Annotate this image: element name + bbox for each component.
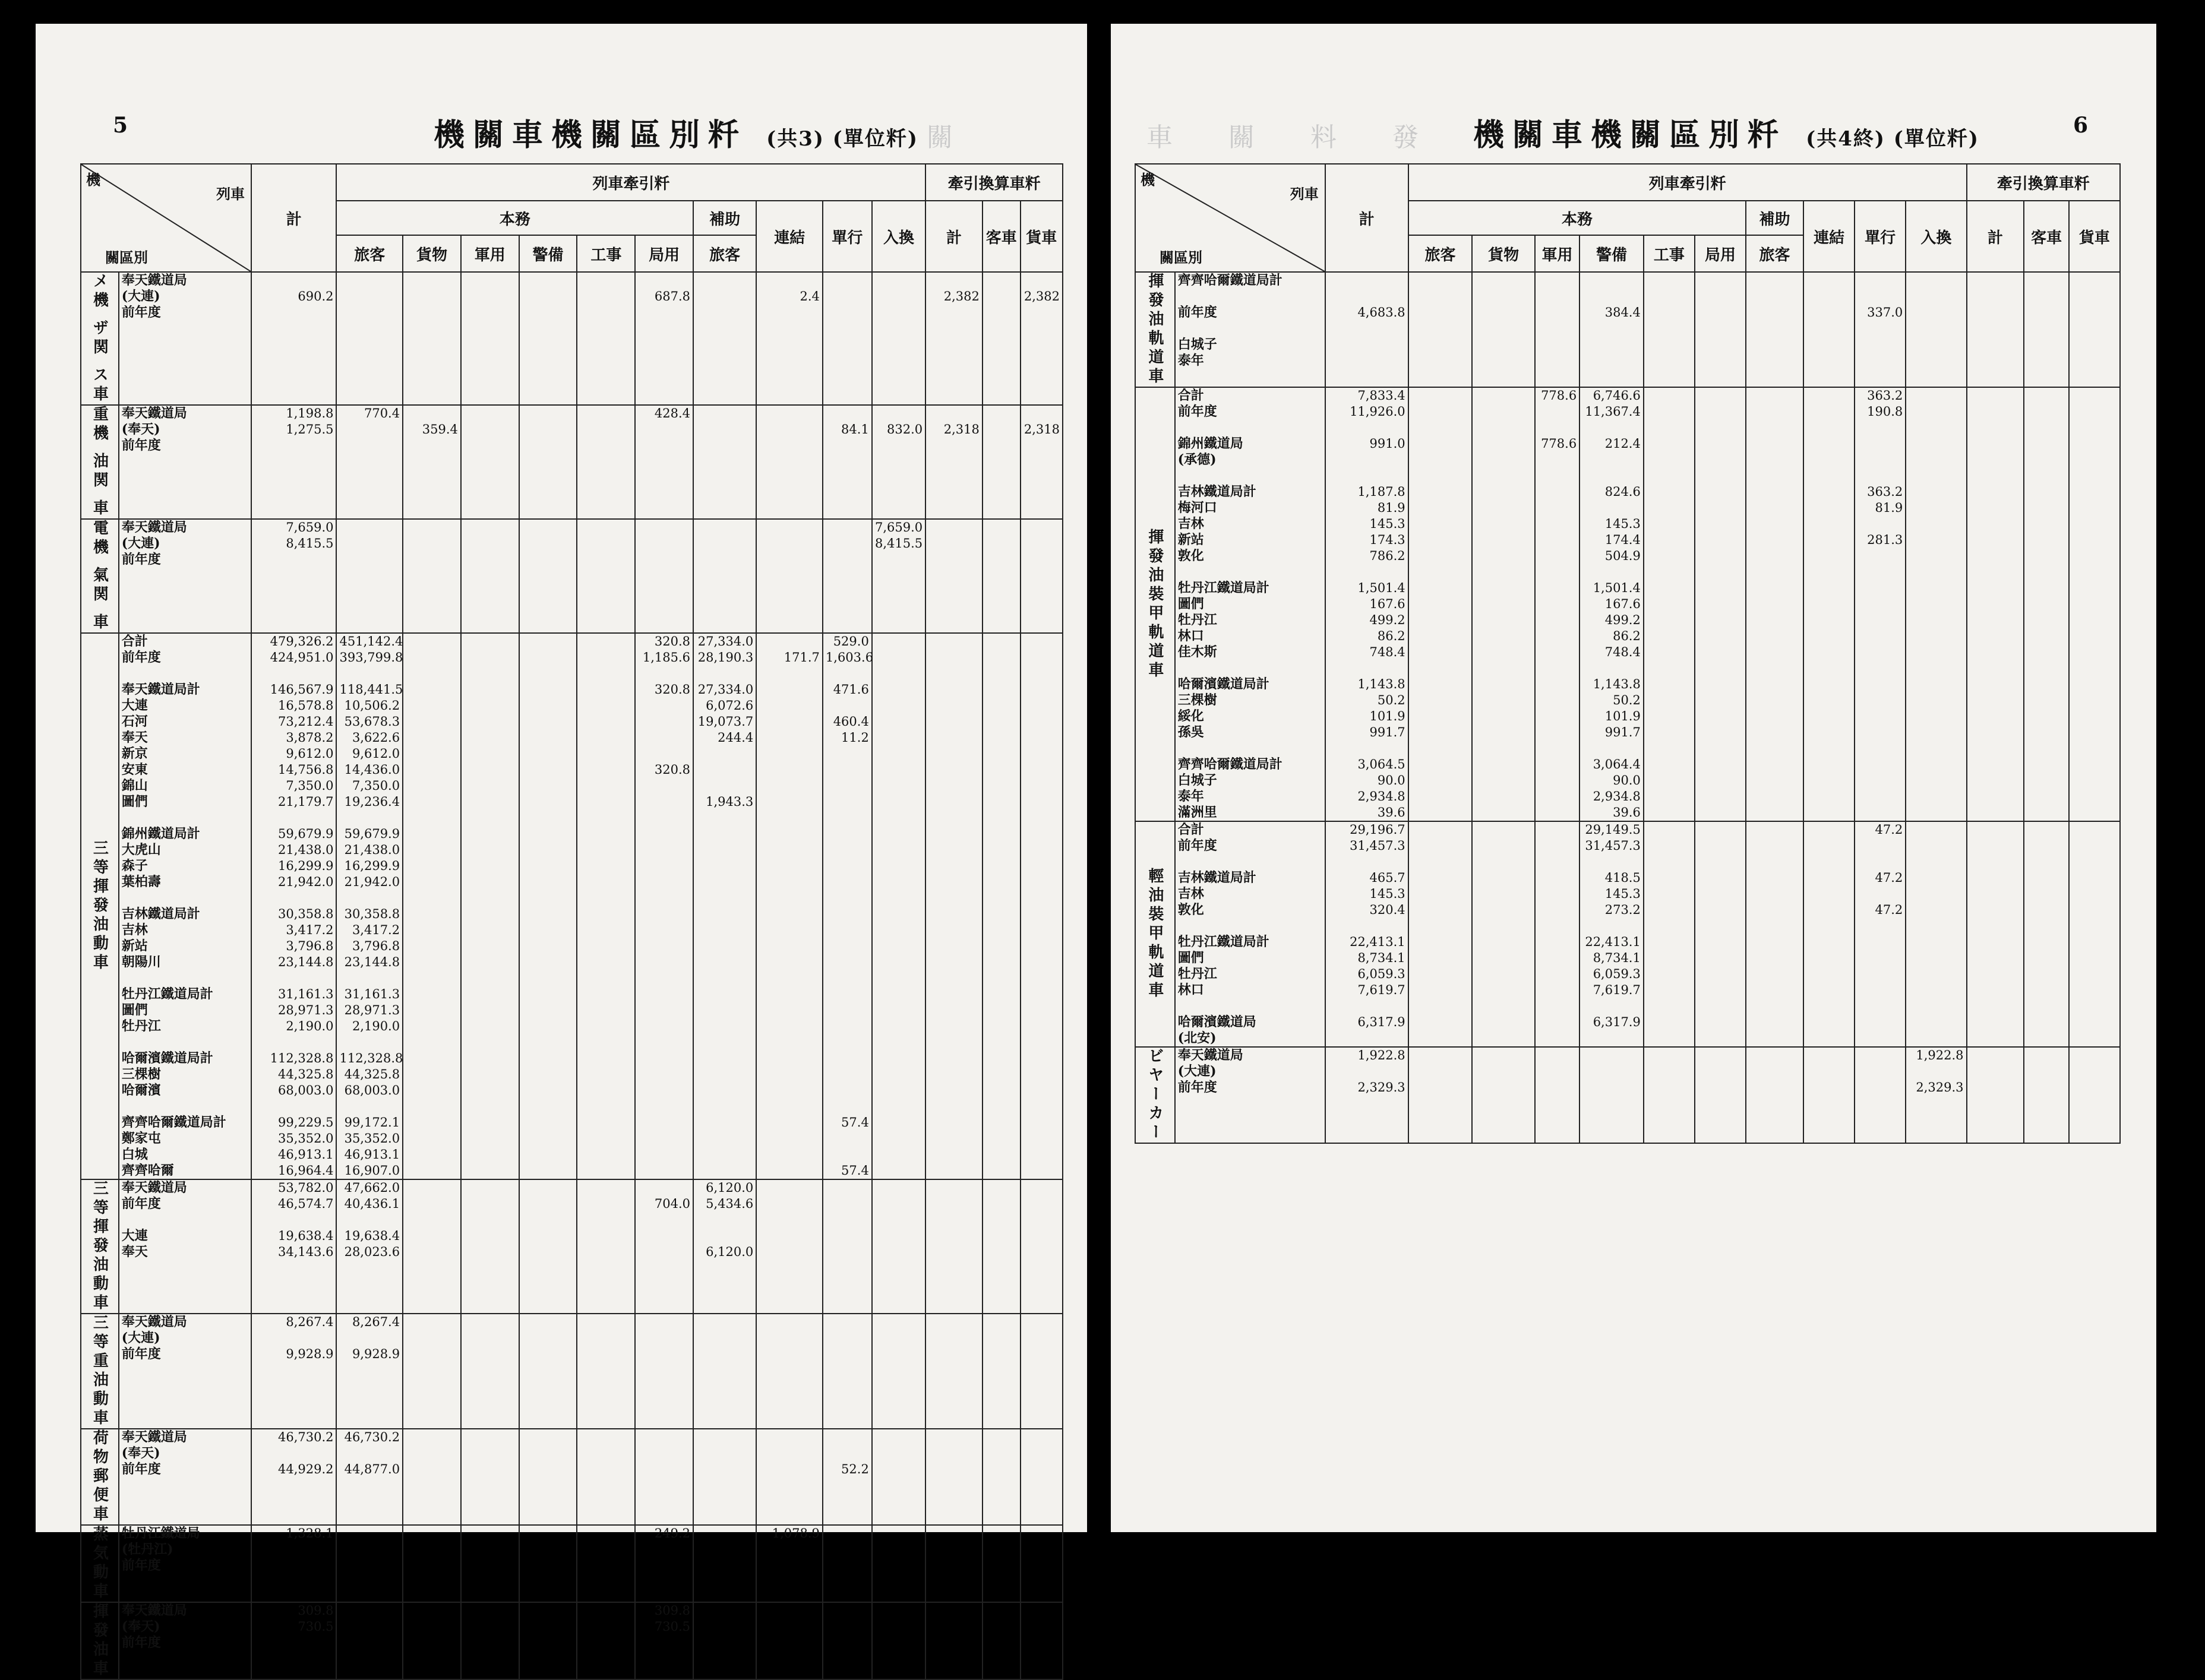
- header-keibi: 警備: [1579, 235, 1644, 272]
- value-cell: [823, 1525, 872, 1602]
- total-cell: 46,730.2 44,929.2: [251, 1429, 337, 1525]
- value-cell: [1906, 272, 1966, 387]
- total-cell: 1,922.8 2,329.3: [1325, 1047, 1408, 1143]
- header-kyakusha: 客車: [2024, 201, 2068, 272]
- title-sub: (共4終) (單位粁): [1806, 127, 1979, 151]
- header-irekae: 入換: [1906, 201, 1966, 272]
- value-cell: [519, 405, 577, 519]
- value-cell: [693, 405, 756, 519]
- header-honmu: 本務: [336, 201, 693, 235]
- value-cell: [577, 633, 635, 1179]
- group-label: 蒸気動車: [81, 1525, 119, 1602]
- row-label: 奉天鐵道局 (奉天) 前年度: [119, 1602, 251, 1679]
- header-total: 計: [251, 164, 337, 272]
- value-cell: [1644, 1047, 1695, 1143]
- value-cell: [1021, 1525, 1063, 1602]
- value-cell: [872, 1602, 925, 1679]
- value-cell: [1967, 1047, 2024, 1143]
- value-cell: [336, 1525, 403, 1602]
- title-main: 機關車機關區別粁: [1473, 117, 1787, 153]
- value-cell: [1967, 387, 2024, 821]
- header-koji: 工事: [1644, 235, 1695, 272]
- group-label: 電機 氣関 車: [81, 519, 119, 633]
- value-cell: 428.4: [635, 405, 693, 519]
- value-cell: 2,318: [925, 405, 983, 519]
- right-page: [1111, 24, 2156, 1532]
- corner-header: 機 列車 關區別: [1135, 164, 1325, 272]
- value-cell: [1906, 821, 1966, 1047]
- header-kyokuyo: 局用: [1695, 235, 1746, 272]
- row-label: 奉天鐵道局 (大連) 前年度: [119, 519, 251, 633]
- value-cell: [1021, 633, 1063, 1179]
- value-cell: [1746, 272, 1803, 387]
- value-cell: [403, 633, 461, 1179]
- value-cell: [403, 1429, 461, 1525]
- value-cell: [403, 1179, 461, 1314]
- value-cell: [872, 1525, 925, 1602]
- table-row: [81, 1429, 1063, 1525]
- header-ryokaku: 旅客: [336, 235, 403, 272]
- value-cell: 363.2 190.8 363.2 81.9 281.3: [1855, 387, 1906, 821]
- page-number: 5: [113, 113, 128, 138]
- value-cell: [1967, 821, 2024, 1047]
- value-cell: [1644, 272, 1695, 387]
- header-kamotsu: 貨物: [1472, 235, 1535, 272]
- value-cell: [519, 1525, 577, 1602]
- value-cell: [1408, 387, 1473, 821]
- header-total: 計: [1325, 164, 1408, 272]
- group-label: 揮發油軌道車: [1135, 272, 1175, 387]
- value-cell: [461, 519, 519, 633]
- value-cell: [983, 1314, 1021, 1429]
- header-gunyo: 軍用: [1535, 235, 1579, 272]
- value-cell: [403, 272, 461, 405]
- value-cell: [2024, 387, 2068, 821]
- value-cell: 704.0: [635, 1179, 693, 1314]
- header-ryokaku: 旅客: [1408, 235, 1473, 272]
- value-cell: [925, 519, 983, 633]
- corner-header: 機 列車 關區別: [81, 164, 251, 272]
- value-cell: [2024, 272, 2068, 387]
- value-cell: [756, 519, 823, 633]
- value-cell: [403, 1314, 461, 1429]
- page-title: [434, 110, 918, 154]
- group-label: ビヤーカー: [1135, 1047, 1175, 1143]
- value-cell: [872, 1429, 925, 1525]
- table-row: [81, 272, 1063, 405]
- table-row: [81, 1314, 1063, 1429]
- header-hojo: 補助: [693, 201, 756, 235]
- value-cell: [461, 405, 519, 519]
- value-cell: [756, 1429, 823, 1525]
- value-cell: [823, 519, 872, 633]
- value-cell: [925, 1314, 983, 1429]
- total-cell: 1,328.1: [251, 1525, 337, 1602]
- table-row: [81, 1525, 1063, 1602]
- value-cell: [693, 272, 756, 405]
- header-kamotsu: 貨物: [403, 235, 461, 272]
- value-cell: [577, 1602, 635, 1679]
- value-cell: 6,120.0 5,434.6 6,120.0: [693, 1179, 756, 1314]
- value-cell: [1472, 821, 1535, 1047]
- row-label: 奉天鐵道局 (大連) 前年度: [119, 1314, 251, 1429]
- row-label: 奉天鐵道局 (奉天) 前年度: [119, 405, 251, 519]
- value-cell: [983, 519, 1021, 633]
- value-cell: [577, 1429, 635, 1525]
- value-cell: [1695, 387, 1746, 821]
- table-row: [1135, 387, 2120, 821]
- value-cell: [519, 519, 577, 633]
- value-cell: [336, 519, 403, 633]
- row-label: 奉天鐵道局 (大連) 前年度: [1175, 1047, 1325, 1143]
- value-cell: [1472, 272, 1535, 387]
- value-cell: 770.4: [336, 405, 403, 519]
- value-cell: 337.0: [1855, 272, 1906, 387]
- value-cell: 52.2: [823, 1429, 872, 1525]
- total-cell: 690.2: [251, 272, 337, 405]
- value-cell: [823, 1602, 872, 1679]
- value-cell: [872, 272, 925, 405]
- total-cell: 309.8 730.5: [251, 1602, 337, 1679]
- header-kyokuyo: 局用: [635, 235, 693, 272]
- row-label: 牡丹江鐵道局 (牡丹江) 前年度: [119, 1525, 251, 1602]
- total-cell: 479,326.2 424,951.0 146,567.9 16,578.8 73,212.4 3,878.2 9,612.0 14,756.8 7,350.0 21,179.7 59,679.9 21,438.0 16,299.9 21,942.0 30,358.8 3,417.2 3,796.8 23,144.8 31,161.3 28,971.3 2,190.0 112,328.8 44,325.8 68,003.0 99,229.5 35,352.0 46,913.1 16,964.4: [251, 633, 337, 1179]
- header-hojo-ryokaku: 旅客: [693, 235, 756, 272]
- value-cell: 384.4: [1579, 272, 1644, 387]
- group-label: 揮發油車: [81, 1602, 119, 1679]
- table-row: [81, 519, 1063, 633]
- value-cell: [1746, 821, 1803, 1047]
- value-cell: 687.8: [635, 272, 693, 405]
- header-irekae: 入換: [872, 201, 925, 272]
- value-cell: 46,730.2 44,877.0: [336, 1429, 403, 1525]
- value-cell: [1021, 1602, 1063, 1679]
- header-kasha: 貨車: [1021, 201, 1063, 272]
- value-cell: [336, 272, 403, 405]
- value-cell: [983, 1602, 1021, 1679]
- header-tanko: 單行: [823, 201, 872, 272]
- value-cell: [983, 272, 1021, 405]
- value-cell: [925, 1429, 983, 1525]
- value-cell: [461, 1525, 519, 1602]
- value-cell: [823, 272, 872, 405]
- value-cell: 1,922.8 2,329.3: [1906, 1047, 1966, 1143]
- left-page: [36, 24, 1087, 1679]
- header-honmu: 本務: [1408, 201, 1746, 235]
- group-label: 重機 油関 車: [81, 405, 119, 519]
- value-cell: [1472, 1047, 1535, 1143]
- value-cell: [872, 633, 925, 1179]
- header-tanko: 單行: [1855, 201, 1906, 272]
- header-hojo: 補助: [1746, 201, 1803, 235]
- row-label: 合計 前年度 奉天鐵道局計 大連 石河 奉天 新京 安東 錦山 圖們 錦州鐵道局計 大虎山 森子 葉柏壽 吉林鐵道局計 吉林 新站 朝陽川 牡丹江鐵道局計 圖們 牡丹江 哈爾濱鐵道局計 三棵樹 哈爾濱 齊齊哈爾鐵道局計 鄭家屯 白城 齊齊哈爾: [119, 633, 251, 1179]
- value-cell: [2069, 1047, 2120, 1143]
- value-cell: 359.4: [403, 405, 461, 519]
- value-cell: 2,318: [1021, 405, 1063, 519]
- value-cell: 2,382: [925, 272, 983, 405]
- header-hojo-ryokaku: 旅客: [1746, 235, 1803, 272]
- value-cell: [403, 519, 461, 633]
- value-cell: [1695, 1047, 1746, 1143]
- row-label: 奉天鐵道局 (奉天) 前年度: [119, 1429, 251, 1525]
- value-cell: [1644, 821, 1695, 1047]
- value-cell: [1021, 519, 1063, 633]
- bleed-through-text: 車 關 料 發: [1146, 122, 1442, 153]
- header-koji: 工事: [577, 235, 635, 272]
- value-cell: 171.7: [756, 633, 823, 1179]
- table-row: [81, 1179, 1063, 1314]
- page-number: 6: [2073, 113, 2089, 138]
- group-label: 輕油裝甲軌道車: [1135, 821, 1175, 1047]
- value-cell: [403, 1525, 461, 1602]
- value-cell: [693, 1314, 756, 1429]
- value-cell: 27,334.0 28,190.3 27,334.0 6,072.6 19,073.7 244.4 1,943.3: [693, 633, 756, 1179]
- value-cell: [1803, 272, 1855, 387]
- value-cell: [577, 272, 635, 405]
- value-cell: [1535, 821, 1579, 1047]
- header-kansan-kei: 計: [925, 201, 983, 272]
- value-cell: [1535, 1047, 1579, 1143]
- value-cell: [577, 405, 635, 519]
- header-kansan-kei: 計: [1967, 201, 2024, 272]
- value-cell: [461, 633, 519, 1179]
- value-cell: [1021, 1429, 1063, 1525]
- value-cell: [983, 1429, 1021, 1525]
- value-cell: [519, 1429, 577, 1525]
- title-main: 機關車機關區別粁: [434, 117, 748, 153]
- value-cell: 47,662.0 40,436.1 19,638.4 28,023.6: [336, 1179, 403, 1314]
- group-label: 三等揮發油動車: [81, 633, 119, 1179]
- value-cell: [925, 1179, 983, 1314]
- value-cell: [693, 519, 756, 633]
- value-cell: [1579, 1047, 1644, 1143]
- value-cell: [461, 272, 519, 405]
- value-cell: [635, 1314, 693, 1429]
- value-cell: [2069, 821, 2120, 1047]
- value-cell: 529.0 1,603.6 471.6 460.4 11.2 57.4 57.4: [823, 633, 872, 1179]
- value-cell: 451,142.4 393,799.8 118,441.5 10,506.2 53,678.3 3,622.6 9,612.0 14,436.0 7,350.0 19,236.4 59,679.9 21,438.0 16,299.9 21,942.0 30,358.8 3,417.2 3,796.8 23,144.8 31,161.3 28,971.3 2,190.0 112,328.8 44,325.8 68,003.0 99,172.1 35,352.0 46,913.1 16,907.0: [336, 633, 403, 1179]
- value-cell: [1021, 1314, 1063, 1429]
- value-cell: [1746, 1047, 1803, 1143]
- stats-table: [1135, 163, 2121, 1144]
- value-cell: [1746, 387, 1803, 821]
- value-cell: [461, 1429, 519, 1525]
- value-cell: [519, 1179, 577, 1314]
- title-sub: (共3) (單位粁): [766, 127, 918, 151]
- value-cell: [1535, 272, 1579, 387]
- group-label: 荷物郵便車: [81, 1429, 119, 1525]
- value-cell: [461, 1179, 519, 1314]
- value-cell: 84.1: [823, 405, 872, 519]
- value-cell: 1,078.9: [756, 1525, 823, 1602]
- value-cell: [461, 1314, 519, 1429]
- value-cell: 2,382: [1021, 272, 1063, 405]
- value-cell: [756, 405, 823, 519]
- value-cell: [872, 1314, 925, 1429]
- stats-table: [80, 163, 1063, 1680]
- value-cell: [577, 1525, 635, 1602]
- value-cell: [925, 1602, 983, 1679]
- value-cell: [1906, 387, 1966, 821]
- header-renketsu: 連結: [1803, 201, 1855, 272]
- header-gunyo: 軍用: [461, 235, 519, 272]
- value-cell: [1803, 1047, 1855, 1143]
- value-cell: [336, 1602, 403, 1679]
- value-cell: 309.8 730.5: [635, 1602, 693, 1679]
- value-cell: [823, 1314, 872, 1429]
- group-label: 三等重油動車: [81, 1314, 119, 1429]
- value-cell: [2024, 1047, 2068, 1143]
- value-cell: 832.0: [872, 405, 925, 519]
- value-cell: [1644, 387, 1695, 821]
- row-label: 齊齊哈爾鐵道局計 前年度 白城子 泰年: [1175, 272, 1325, 387]
- value-cell: [693, 1429, 756, 1525]
- total-cell: 7,659.0 8,415.5: [251, 519, 337, 633]
- table-row: [1135, 821, 2120, 1047]
- header-train-km: 列車牽引粁: [1408, 164, 1967, 201]
- header-converted: 牽引換算車粁: [925, 164, 1063, 201]
- header-converted: 牽引換算車粁: [1967, 164, 2120, 201]
- row-label: 奉天鐵道局 (大連) 前年度: [119, 272, 251, 405]
- value-cell: [925, 633, 983, 1179]
- value-cell: [1408, 821, 1473, 1047]
- value-cell: [635, 1429, 693, 1525]
- value-cell: [1021, 1179, 1063, 1314]
- table-row: [81, 633, 1063, 1179]
- value-cell: [983, 1525, 1021, 1602]
- total-cell: 8,267.4 9,928.9: [251, 1314, 337, 1429]
- table-row: [81, 405, 1063, 519]
- value-cell: [519, 633, 577, 1179]
- value-cell: [1408, 272, 1473, 387]
- table-row: [81, 1602, 1063, 1679]
- table-row: [1135, 272, 2120, 387]
- value-cell: [756, 1602, 823, 1679]
- value-cell: 29,149.5 31,457.3 418.5 145.3 273.2 22,413.1 8,734.1 6,059.3 7,619.7 6,317.9: [1579, 821, 1644, 1047]
- value-cell: [983, 405, 1021, 519]
- value-cell: 249.2: [635, 1525, 693, 1602]
- value-cell: 320.8 1,185.6 320.8 320.8: [635, 633, 693, 1179]
- value-cell: [1408, 1047, 1473, 1143]
- value-cell: [1695, 821, 1746, 1047]
- value-cell: 47.2 47.2 47.2: [1855, 821, 1906, 1047]
- row-label: 合計 前年度 吉林鐵道局計 吉林 敦化 牡丹江鐵道局計 圖們 牡丹江 林口 哈爾濱鐵道局 (北安): [1175, 821, 1325, 1047]
- value-cell: [823, 1179, 872, 1314]
- page-title: [1473, 110, 1979, 154]
- value-cell: [693, 1525, 756, 1602]
- bleed-through-text: 關: [927, 122, 977, 153]
- value-cell: [1967, 272, 2024, 387]
- total-cell: 7,833.4 11,926.0 991.0 1,187.8 81.9 145.3 174.3 786.2 1,501.4 167.6 499.2 86.2 748.4 1,143.8 50.2 101.9 991.7 3,064.5 90.0 2,934.8 39.6: [1325, 387, 1408, 821]
- value-cell: [1695, 272, 1746, 387]
- value-cell: [1855, 1047, 1906, 1143]
- value-cell: [2069, 387, 2120, 821]
- header-train-km: 列車牽引粁: [336, 164, 925, 201]
- value-cell: [403, 1602, 461, 1679]
- group-label: 三等揮發油動車: [81, 1179, 119, 1314]
- value-cell: 6,746.6 11,367.4 212.4 824.6 145.3 174.4 504.9 1,501.4 167.6 499.2 86.2 748.4 1,143.8 50.2 101.9 991.7 3,064.4 90.0 2,934.8 39.6: [1579, 387, 1644, 821]
- value-cell: [577, 1314, 635, 1429]
- value-cell: [519, 1602, 577, 1679]
- value-cell: [519, 272, 577, 405]
- value-cell: 778.6 778.6: [1535, 387, 1579, 821]
- value-cell: [461, 1602, 519, 1679]
- header-renketsu: 連結: [756, 201, 823, 272]
- value-cell: [756, 1179, 823, 1314]
- value-cell: [577, 519, 635, 633]
- value-cell: [693, 1602, 756, 1679]
- header-kyakusha: 客車: [983, 201, 1021, 272]
- total-cell: 53,782.0 46,574.7 19,638.4 34,143.6: [251, 1179, 337, 1314]
- value-cell: [983, 1179, 1021, 1314]
- header-kasha: 貨車: [2069, 201, 2120, 272]
- value-cell: [577, 1179, 635, 1314]
- total-cell: 1,198.8 1,275.5: [251, 405, 337, 519]
- row-label: 奉天鐵道局 前年度 大連 奉天: [119, 1179, 251, 1314]
- value-cell: [756, 1314, 823, 1429]
- value-cell: [872, 1179, 925, 1314]
- value-cell: [2069, 272, 2120, 387]
- value-cell: 7,659.0 8,415.5: [872, 519, 925, 633]
- value-cell: [1803, 387, 1855, 821]
- table-row: [1135, 1047, 2120, 1143]
- value-cell: 8,267.4 9,928.9: [336, 1314, 403, 1429]
- total-cell: 4,683.8: [1325, 272, 1408, 387]
- value-cell: [925, 1525, 983, 1602]
- value-cell: [1472, 387, 1535, 821]
- row-label: 合計 前年度 錦州鐵道局 (承德) 吉林鐵道局計 梅河口 吉林 新站 敦化 牡丹江鐵道局計 圖們 牡丹江 林口 佳木斯 哈爾濱鐵道局計 三棵樹 綏化 孫吳 齊齊哈爾鐵道局計 白城子 泰年 滿洲里: [1175, 387, 1325, 821]
- value-cell: [2024, 821, 2068, 1047]
- value-cell: [635, 519, 693, 633]
- value-cell: [519, 1314, 577, 1429]
- group-label: 揮發油裝甲軌道車: [1135, 387, 1175, 821]
- value-cell: 2.4: [756, 272, 823, 405]
- value-cell: [1803, 821, 1855, 1047]
- group-label: メ機 ザ関 ス車: [81, 272, 119, 405]
- value-cell: [983, 633, 1021, 1179]
- total-cell: 29,196.7 31,457.3 465.7 145.3 320.4 22,413.1 8,734.1 6,059.3 7,619.7 6,317.9: [1325, 821, 1408, 1047]
- header-keibi: 警備: [519, 235, 577, 272]
